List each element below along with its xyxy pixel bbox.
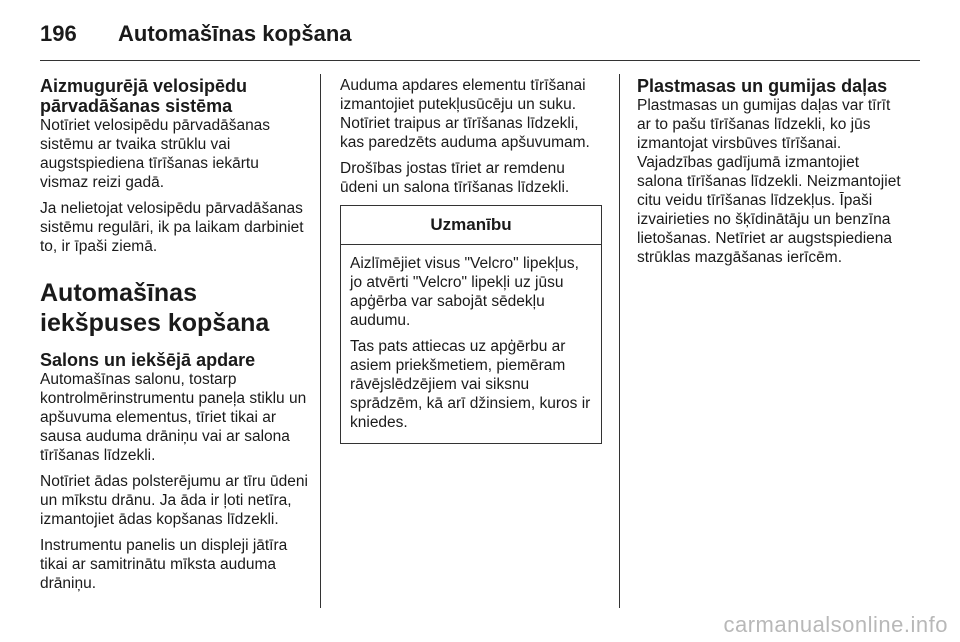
plastic-rubber-paragraph: Plastmasas un gumijas daļas var tīrīt ar to pašu tīrīšanas līdzekli, ko jūs izmantojat virsbūves tīrīšanai. Vajadzības gadījumā izmantojiet salona tīrīšanas līdzekli. Neizmantojiet citu veidu tīrīšanas līdzekļus. Īpaši izvairieties no šķīdinātāju un benzīna lietošanas. Netīriet ar augstspiediena strūklas mazgāšanas ierīcēm. xyxy=(637,97,901,266)
seat-belts-paragraph: Drošības jostas tīriet ar remdenu ūdeni un salona tīrīšanas līdzekli. xyxy=(340,160,570,196)
caution-body xyxy=(341,245,601,443)
column-divider-left xyxy=(320,74,321,608)
column-middle xyxy=(340,76,602,444)
bike-carrier-paragraph-1: Notīriet velosipēdu pārvadāšanas sistēmu ar tvaika strūklu vai augstspiediena tīrīšanas iekārtu vismaz reizi gadā. xyxy=(40,117,271,191)
page-number: 196 xyxy=(40,21,77,46)
bike-carrier-paragraph-2: Ja nelietojat velosipēdu pārvadāšanas sistēmu regulāri, ik pa laikam darbiniet to, ir īpaši ziemā. xyxy=(40,200,304,255)
interior-care-section-title: Automašīnas iekšpuses kopšana xyxy=(40,279,270,337)
column-right xyxy=(637,76,907,274)
caution-title: Uzmanību xyxy=(341,206,601,245)
leather-paragraph: Notīriet ādas polsterējumu ar tīru ūdeni un mīkstu drānu. Ja āda ir ļoti netīra, izmantojiet ādas kopšanas līdzekli. xyxy=(40,473,308,528)
watermark: carmanualsonline.info xyxy=(723,612,948,637)
fabric-trim-paragraph: Auduma apdares elementu tīrīšanai izmantojiet putekļusūcēju un suku. Notīriet traipus ar tīrīšanas līdzekli, kas paredzēts auduma apšuvumam. xyxy=(340,77,590,151)
page-header xyxy=(40,18,352,50)
caution-box xyxy=(340,205,602,444)
bike-carrier-heading: Aizmugurējā velosipēdu pārvadāšanas sistēma xyxy=(40,76,248,116)
header-divider xyxy=(40,60,920,61)
plastic-rubber-heading: Plastmasas un gumijas daļas xyxy=(637,76,888,96)
page-title: Automašīnas kopšana xyxy=(118,21,352,46)
interior-trim-heading: Salons un iekšējā apdare xyxy=(40,350,256,370)
caution-paragraph-2: Tas pats attiecas uz apģērbu ar asiem priekšmetiem, piemēram rāvējslēdzējiem vai siksnu sprādzēm, kā arī džinsiem, kuros ir kniedes. xyxy=(350,338,591,431)
column-divider-right xyxy=(619,74,620,608)
caution-paragraph-1: Aizlīmējiet visus "Velcro" lipekļus, jo atvērti "Velcro" lipekļi uz jūsu apģērba var sabojāt sēdekļu audumu. xyxy=(350,255,579,329)
column-left xyxy=(40,76,310,600)
instrument-panel-paragraph: Instrumentu panelis un displeji jātīra tikai ar samitrinātu mīksta auduma drāniņu. xyxy=(40,537,288,592)
interior-trim-paragraph-1: Automašīnas salonu, tostarp kontrolmērinstrumentu paneļa stiklu un apšuvuma elementus, tīriet tikai ar sausa auduma drāniņu vai ar salona tīrīšanas līdzekli. xyxy=(40,371,307,464)
